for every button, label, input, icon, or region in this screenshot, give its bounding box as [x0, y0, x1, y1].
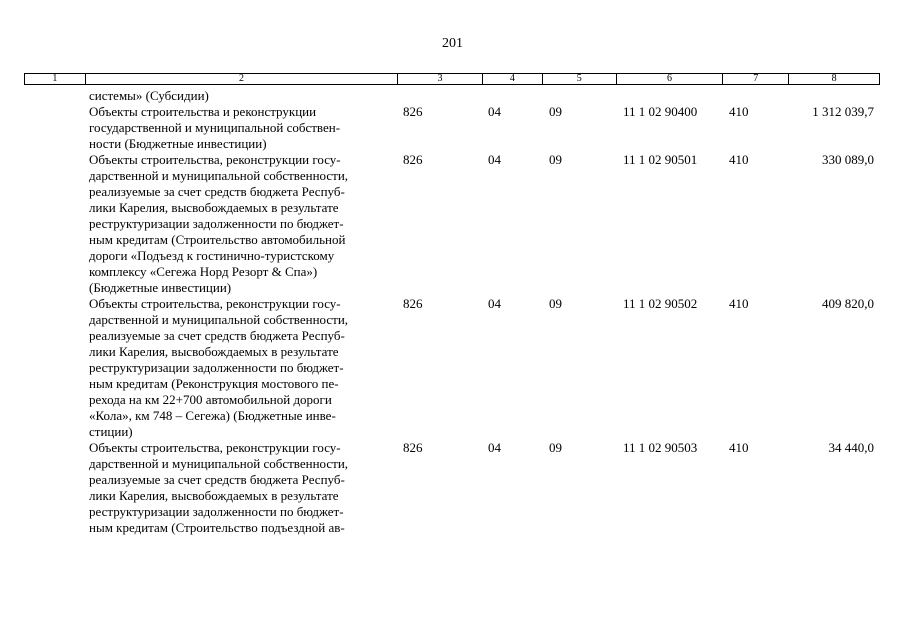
header-col-4: 4 [483, 74, 543, 84]
row-col-8: 34 440,0 [828, 440, 874, 455]
header-col-2: 2 [86, 74, 398, 84]
row-col-8: 409 820,0 [822, 296, 874, 311]
row-col-8 [790, 88, 880, 104]
row-col-5: 09 [549, 152, 562, 167]
row-col-4: 04 [488, 440, 501, 455]
header-col-6: 6 [617, 74, 724, 84]
row-col-6: 11 1 02 90501 [623, 152, 698, 167]
row-col-3: 826 [403, 440, 423, 455]
header-col-3: 3 [398, 74, 483, 84]
row-description: системы» (Субсидии) [89, 88, 209, 103]
row-col-6: 11 1 02 90400 [623, 104, 698, 119]
row-col-5: 09 [549, 440, 562, 455]
row-col-7: 410 [729, 152, 749, 167]
row-col-7: 410 [729, 296, 749, 311]
row-description: Объекты строительства, реконструкции госу- дарственной и муниципальной собственности, реализуемые за счет средств бюджета Респуб- лики Карелия, высвобождаемых в результате реструктуризации задолженности по бюджет- ным кредитам (Реконструкция мостового пе- рехода на км 22+700 автомобильной дороги «Кола», км 748 – Сегежа) (Бюджетные инве- стиции) [89, 296, 349, 439]
row-description: Объекты строительства и реконструкции государственной и муниципальной собствен- ности (Бюджетные инвестиции) [89, 104, 341, 151]
header-col-1: 1 [25, 74, 86, 84]
page-number: 201 [442, 36, 463, 51]
header-col-5: 5 [543, 74, 617, 84]
table-row [24, 296, 880, 440]
row-col-6 [617, 88, 724, 104]
row-col-4 [483, 88, 543, 104]
row-col-5: 09 [549, 296, 562, 311]
row-col-6: 11 1 02 90503 [623, 440, 698, 455]
row-col-7: 410 [729, 104, 749, 119]
table-row [24, 440, 880, 536]
row-col-3 [398, 88, 483, 104]
header-col-8: 8 [831, 73, 837, 84]
table-body [24, 88, 880, 536]
table-header [24, 73, 880, 85]
table-row [24, 88, 880, 104]
row-col-7: 410 [729, 440, 749, 455]
row-col-3: 826 [403, 152, 423, 167]
row-col-4: 04 [488, 296, 501, 311]
row-col-7 [724, 88, 790, 104]
row-col-8: 330 089,0 [822, 152, 874, 167]
row-description: Объекты строительства, реконструкции госу- дарственной и муниципальной собственности, реализуемые за счет средств бюджета Респуб- лики Карелия, высвобождаемых в результате реструктуризации задолженности по бюджет- ным кредитам (Строительство подъездной ав- [89, 440, 349, 535]
row-col-6: 11 1 02 90502 [623, 296, 698, 311]
table-row [24, 152, 880, 296]
table-row [24, 104, 880, 152]
row-col-3: 826 [403, 296, 423, 311]
row-col-4: 04 [488, 152, 501, 167]
row-col-8: 1 312 039,7 [812, 104, 874, 119]
row-description: Объекты строительства, реконструкции госу- дарственной и муниципальной собственности, реализуемые за счет средств бюджета Респуб- лики Карелия, высвобождаемых в результате реструктуризации задолженности по бюджет- ным кредитам (Строительство автомобильной дороги «Подъезд к гостинично-туристскому комплексу «Сегежа Норд Резорт & Спа») (Бюджетные инвестиции) [89, 152, 349, 295]
row-col-5 [543, 88, 617, 104]
header-col-7: 7 [723, 74, 789, 84]
row-col-5: 09 [549, 104, 562, 119]
row-col-4: 04 [488, 104, 501, 119]
row-col-3: 826 [403, 104, 423, 119]
